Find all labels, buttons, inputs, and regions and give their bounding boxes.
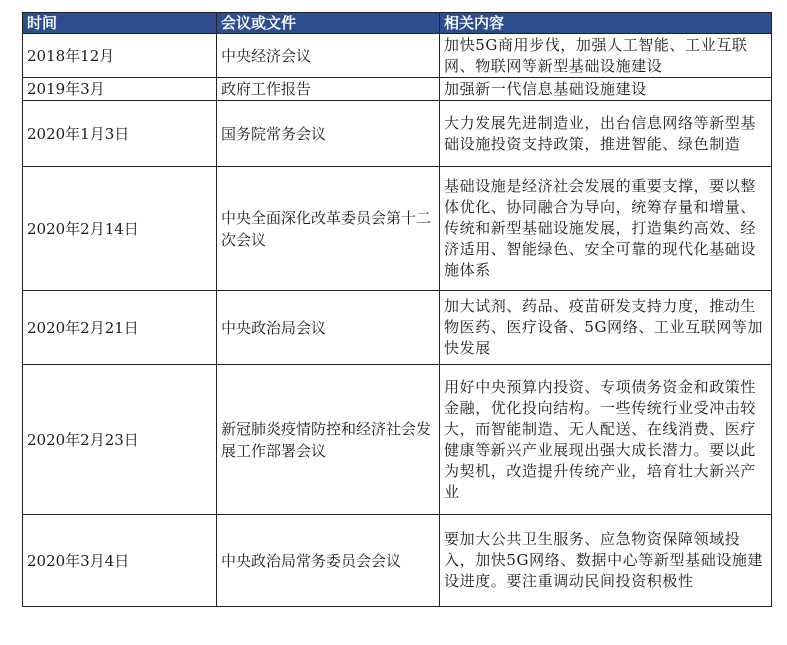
cell-meeting: 政府工作报告 (217, 78, 440, 101)
cell-content: 要加大公共卫生服务、应急物资保障领域投入，加快5G网络、数据中心等新型基础设施建设进度。要注重调动民间投资积极性 (440, 515, 772, 607)
cell-meeting: 中央政治局会议 (217, 291, 440, 365)
cell-content: 基础设施是经济社会发展的重要支撑，要以整体优化、协同融合为导向，统筹存量和增量、传统和新型基础设施发展，打造集约高效、经济适用、智能绿色、安全可靠的现代化基础设施体系 (440, 167, 772, 291)
cell-time: 2020年3月4日 (23, 515, 217, 607)
cell-meeting: 中央全面深化改革委员会第十二次会议 (217, 167, 440, 291)
table-row (23, 101, 772, 167)
table-row (23, 34, 772, 78)
table-row (23, 365, 772, 515)
cell-content: 加大试剂、药品、疫苗研发支持力度，推动生物医药、医疗设备、5G网络、工业互联网等加快发展 (440, 291, 772, 365)
table-row (23, 515, 772, 607)
cell-time: 2019年3月 (23, 78, 217, 101)
cell-content: 大力发展先进制造业，出台信息网络等新型基础设施投资支持政策，推进智能、绿色制造 (440, 101, 772, 167)
header-time: 时间 (23, 13, 217, 34)
policy-table (22, 12, 772, 607)
cell-time: 2018年12月 (23, 34, 217, 78)
table-row (23, 78, 772, 101)
header-content: 相关内容 (440, 13, 772, 34)
cell-time: 2020年2月14日 (23, 167, 217, 291)
cell-time: 2020年2月23日 (23, 365, 217, 515)
cell-meeting: 中央政治局常务委员会会议 (217, 515, 440, 607)
header-meeting: 会议或文件 (217, 13, 440, 34)
table-header-row (23, 13, 772, 34)
cell-meeting: 新冠肺炎疫情防控和经济社会发展工作部署会议 (217, 365, 440, 515)
cell-time: 2020年1月3日 (23, 101, 217, 167)
cell-content: 加强新一代信息基础设施建设 (440, 78, 772, 101)
table-row (23, 167, 772, 291)
cell-time: 2020年2月21日 (23, 291, 217, 365)
cell-meeting: 中央经济会议 (217, 34, 440, 78)
cell-content: 加快5G商用步伐，加强人工智能、工业互联网、物联网等新型基础设施建设 (440, 34, 772, 78)
table-row (23, 291, 772, 365)
cell-content: 用好中央预算内投资、专项债务资金和政策性金融，优化投向结构。一些传统行业受冲击较大，而智能制造、无人配送、在线消费、医疗健康等新兴产业展现出强大成长潜力。要以此为契机，改造提升传统产业，培育壮大新兴产业 (440, 365, 772, 515)
cell-meeting: 国务院常务会议 (217, 101, 440, 167)
